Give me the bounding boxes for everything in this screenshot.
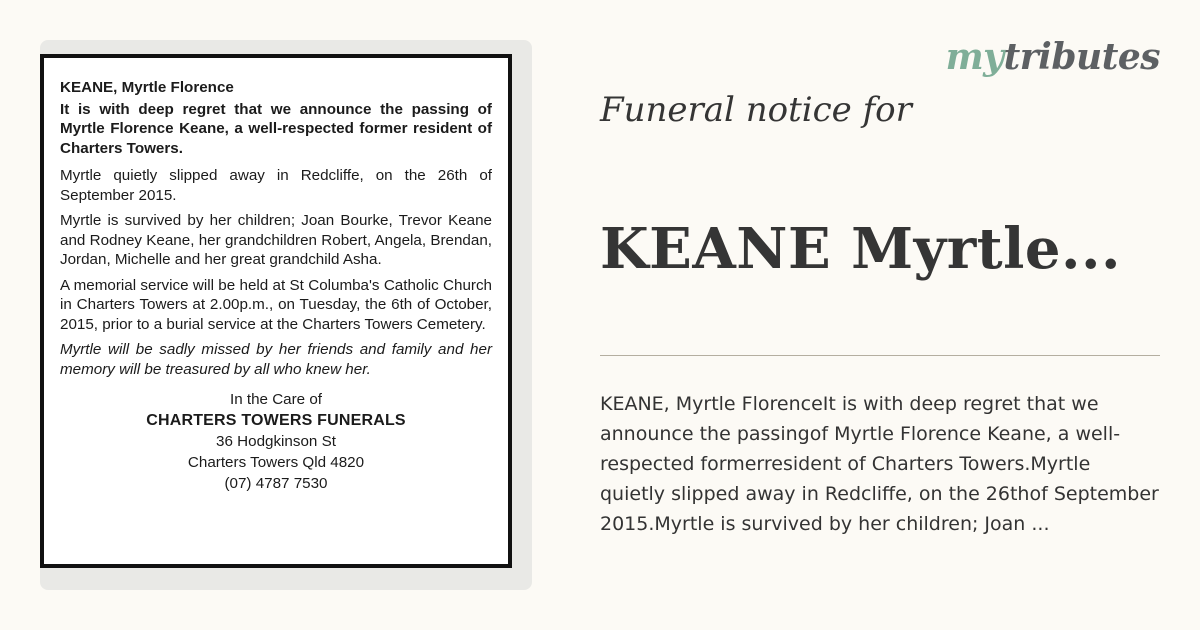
notice-excerpt: KEANE, Myrtle FlorenceIt is with deep regret that we announce the passingof Myrtle Florence Keane, a well-respected formerresident of Charters Towers.Myrtle quietly slipped away in Redcliffe, on the 26thof September 2015.Myrtle is survived by her children; Joan ... (600, 393, 1159, 535)
logo-part-tributes: tributes (1003, 36, 1160, 78)
notice-paragraph-service: A memorial service will be held at St Columba's Catholic Church in Charters Towers at 2.00p.m., on Tuesday, the 6th of October, 2015, prior to a burial service at the Charters Towers Cemetery. (60, 276, 492, 333)
care-label: In the Care of (229, 391, 323, 408)
page-kicker: Funeral notice for (600, 90, 912, 130)
notice-paragraph-tribute: Myrtle will be sadly missed by her friends and family and her memory will be treasured by all who knew her. (60, 341, 492, 378)
funeral-home-block (60, 389, 492, 494)
notice-lead: It is with deep regret that we announce the passing of Myrtle Florence Keane, a well-respected former resident of Charters Towers. (60, 100, 492, 157)
funeral-home-name: CHARTERS TOWERS FUNERALS (146, 412, 406, 429)
divider (600, 355, 1160, 356)
funeral-home-address-line1: 36 Hodgkinson St (216, 433, 336, 450)
notice-paragraph-passing: Myrtle quietly slipped away in Redcliffe, on the 26th of September 2015. (60, 167, 492, 204)
funeral-home-phone: (07) 4787 7530 (224, 475, 328, 492)
logo-part-my: my (945, 36, 1004, 78)
mytributes-logo[interactable] (946, 36, 1160, 78)
notice-name: KEANE, Myrtle Florence (60, 79, 234, 96)
page-title: KEANE Myrtle... (600, 216, 1121, 282)
funeral-notice-image (40, 54, 512, 568)
notice-paragraph-survived: Myrtle is survived by her children; Joan Bourke, Trevor Keane and Rodney Keane, her grandchildren Robert, Angela, Brendan, Jordan, Michelle and her great grandchild Asha. (60, 212, 492, 268)
notice-card (40, 40, 532, 590)
funeral-home-address-line2: Charters Towers Qld 4820 (187, 454, 365, 471)
